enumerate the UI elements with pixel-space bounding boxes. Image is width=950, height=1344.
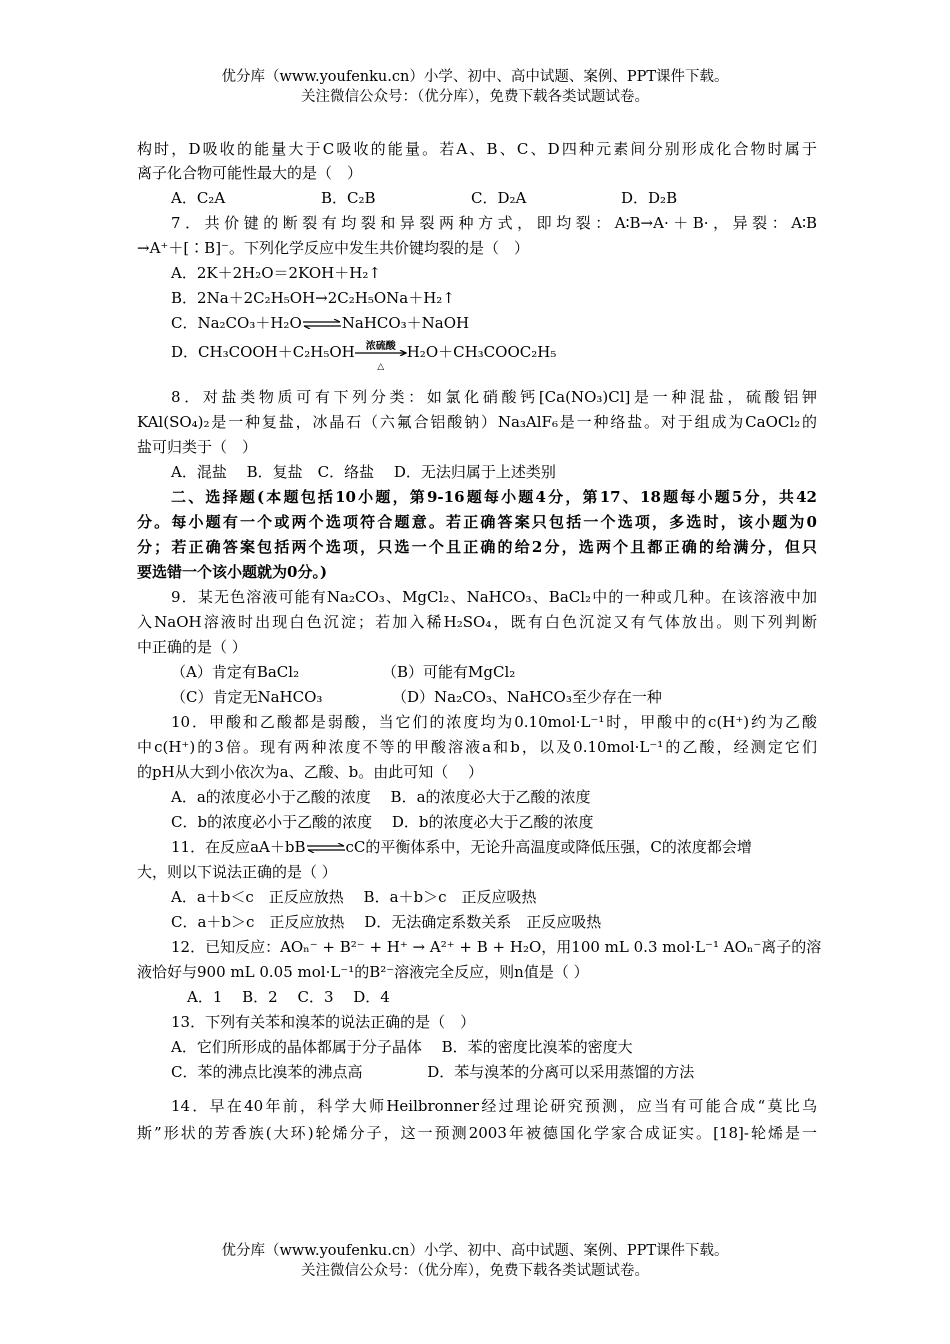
q13-options-ab: A．它们所形成的晶体都属于分子晶体 B．苯的密度比溴苯的密度大	[171, 1038, 633, 1056]
q6-line-1: 构时，D吸收的能量大于C吸收的能量。若A、B、C、D四种元素间分别形成化合物时属于	[137, 140, 817, 158]
q10-options-ab: A．a的浓度必小于乙酸的浓度 B．a的浓度必大于乙酸的浓度	[171, 788, 591, 806]
q10-line-3: 的pH从大到小依次为a、乙酸、b。由此可知（ ）	[137, 763, 483, 781]
section-2-line-3: 分；若正确答案包括两个选项，只选一个且正确的给2分，选两个且都正确的给满分，但只	[137, 538, 817, 556]
page-header-line-1: 优分库（www.youfenku.cn）小学、初中、高中试题、案例、PPT课件下载。	[221, 69, 729, 85]
q6-option-c: C．D₂A	[471, 189, 527, 207]
q14-line-1: 14．早在40年前，科学大师Heilbronner经过理论研究预测，应当有可能合成“莫比乌	[171, 1097, 817, 1115]
q7-line-2: →A⁺＋[∶B]⁻。下列化学反应中发生共价键均裂的是（ ）	[137, 239, 529, 257]
q6-option-d: D．D₂B	[621, 189, 678, 207]
q7-option-d-products: H₂O＋CH₃COOC₂H₅	[406, 343, 557, 361]
q7-option-a: A．2K＋2H₂O＝2KOH＋H₂↑	[171, 264, 381, 282]
equilibrium-arrow-icon	[303, 319, 341, 329]
section-2-line-4: 要选错一个该小题就为0分。)	[137, 563, 328, 581]
q7-option-c-products: NaHCO₃＋NaOH	[341, 314, 470, 332]
q12-line-2: 液恰好与900 mL 0.05 mol·L⁻¹的B²⁻溶液完全反应，则n值是（ ）	[137, 963, 589, 981]
section-2-line-1: 二、选择题(本题包括10小题，第9-16题每小题4分，第17、18题每小题5分，共42	[171, 488, 817, 506]
q7-option-d-reactants: D．CH₃COOH＋C₂H₅OH	[171, 343, 355, 361]
q8-options: A．混盐 B．复盐 C．络盐 D．无法归属于上述类别	[171, 463, 556, 481]
q11-options-cd: C．a＋b＞c 正反应放热 D．无法确定系数关系 正反应吸热	[171, 913, 602, 931]
q11-line-1	[171, 836, 817, 858]
q7-option-c	[171, 312, 469, 334]
q14-line-2: 斯”形状的芳香族(大环)轮烯分子，这一预测2003年被德国化学家合成证实。[18]-轮烯是一	[137, 1124, 817, 1142]
section-2-line-2: 分。每小题有一个或两个选项符合题意。若正确答案只包括一个选项，多选时，该小题为0	[137, 513, 817, 531]
q8-line-3: 盐可归类于（ ）	[137, 438, 258, 456]
q7-condition-catalyst: 浓硫酸	[365, 341, 396, 352]
reaction-condition-arrow	[355, 341, 407, 372]
q13-line-1: 13．下列有关苯和溴苯的说法正确的是（ ）	[171, 1013, 476, 1031]
q9-line-2: 入NaOH溶液时出现白色沉淀；若加入稀H₂SO₄，既有白色沉淀又有气体放出。则下列判断	[137, 613, 817, 631]
q7-line-1: 7．共价键的断裂有均裂和异裂两种方式，即均裂：A∶B→A·＋B·，异裂：A∶B	[171, 214, 817, 232]
q6-option-b: B．C₂B	[321, 189, 376, 207]
q11-line-1-reactants: 11．在反应aA＋bB	[171, 838, 306, 856]
q6-option-a: A．C₂A	[171, 189, 226, 207]
q7-option-c-reactants: C．Na₂CO₃＋H₂O	[171, 314, 302, 332]
q7-condition-heat: △	[377, 362, 385, 372]
q11-options-ab: A．a＋b＜c 正反应放热 B．a＋b＞c 正反应吸热	[171, 888, 537, 906]
q7-option-d	[171, 341, 557, 372]
q10-line-1: 10．甲酸和乙酸都是弱酸，当它们的浓度均为0.10mol·L⁻¹时，甲酸中的c(H⁺)约为乙酸	[171, 713, 817, 731]
page-footer-line-2: 关注微信公众号：（优分库），免费下载各类试题试卷。	[301, 1263, 649, 1279]
page-header-line-2: 关注微信公众号：（优分库），免费下载各类试题试卷。	[301, 89, 649, 105]
q9-option-a: （A）肯定有BaCl₂	[171, 663, 300, 681]
q9-option-d: （D）Na₂CO₃、NaHCO₃至少存在一种	[392, 688, 662, 706]
q8-line-2: KAl(SO₄)₂是一种复盐，冰晶石（六氟合铝酸钠）Na₃AlF₆是一种络盐。对于组成为CaOCl₂的	[137, 413, 817, 431]
equilibrium-arrow-icon	[307, 843, 345, 853]
q9-option-b: （B）可能有MgCl₂	[382, 663, 516, 681]
q7-option-b: B．2Na＋2C₂H₅OH→2C₂H₅ONa＋H₂↑	[171, 289, 455, 307]
q9-line-1: 9．某无色溶液可能有Na₂CO₃、MgCl₂、NaHCO₃、BaCl₂中的一种或几种。在该溶液中加	[171, 588, 817, 606]
q12-line-1: 12．已知反应：AOₙ⁻ + B²⁻ + H⁺ → A²⁺ + B + H₂O，用100 mL 0.3 mol·L⁻¹ AOₙ⁻离子的溶	[171, 938, 822, 956]
q9-option-c: （C）肯定无NaHCO₃	[171, 688, 323, 706]
q10-line-2: 中c(H⁺)的3倍。现有两种浓度不等的甲酸溶液a和b，以及0.10mol·L⁻¹的乙酸，经测定它们	[137, 738, 817, 756]
q6-line-2: 离子化合物可能性最大的是（ ）	[137, 164, 363, 182]
q11-line-2: 大，则以下说法正确的是（ ）	[137, 863, 337, 881]
page-footer-line-1: 优分库（www.youfenku.cn）小学、初中、高中试题、案例、PPT课件下载。	[221, 1243, 729, 1259]
q12-options: A．1 B．2 C．3 D．4	[187, 988, 390, 1006]
q11-line-1-rest: cC的平衡体系中，无论升高温度或降低压强，C的浓度都会增	[345, 838, 752, 856]
q13-options-cd: C．苯的沸点比溴苯的沸点高 D．苯与溴苯的分离可以采用蒸馏的方法	[171, 1063, 695, 1081]
q10-options-cd: C．b的浓度必小于乙酸的浓度 D．b的浓度必大于乙酸的浓度	[171, 813, 594, 831]
q8-line-1: 8．对盐类物质可有下列分类：如氯化硝酸钙[Ca(NO₃)Cl]是一种混盐，硫酸铝钾	[171, 388, 817, 406]
q9-line-3: 中正确的是（ ）	[137, 638, 247, 656]
